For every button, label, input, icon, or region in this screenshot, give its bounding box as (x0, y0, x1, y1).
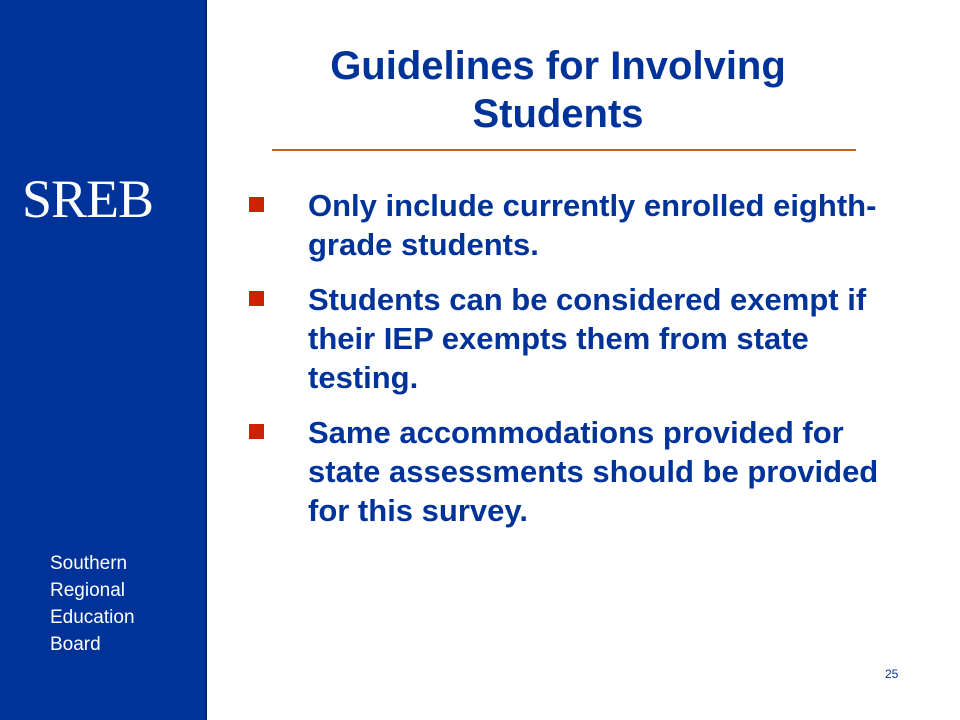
organization-name (50, 550, 135, 658)
square-bullet-icon (249, 197, 264, 212)
org-line: Education (50, 607, 135, 628)
bullet-item (244, 280, 924, 397)
org-line: Regional (50, 580, 125, 601)
square-bullet-icon (249, 424, 264, 439)
title-underline (272, 149, 856, 151)
square-bullet-icon (249, 291, 264, 306)
bullet-text: Students can be considered exempt if their IEP exempts them from state testing. (308, 282, 867, 395)
org-line: Board (50, 634, 101, 655)
bullet-text: Only include currently enrolled eighth-grade students. (308, 188, 877, 262)
bullet-item (244, 186, 924, 264)
sreb-logo: SREB (22, 169, 154, 229)
bullet-text: Same accommodations provided for state assessments should be provided for this survey. (308, 415, 879, 528)
page-number: 25 (885, 667, 899, 681)
bullet-list (244, 186, 924, 546)
bullet-item (244, 413, 924, 530)
org-line: Southern (50, 553, 128, 574)
sidebar (0, 0, 207, 720)
slide-title: Guidelines for Involving Students (330, 44, 786, 136)
